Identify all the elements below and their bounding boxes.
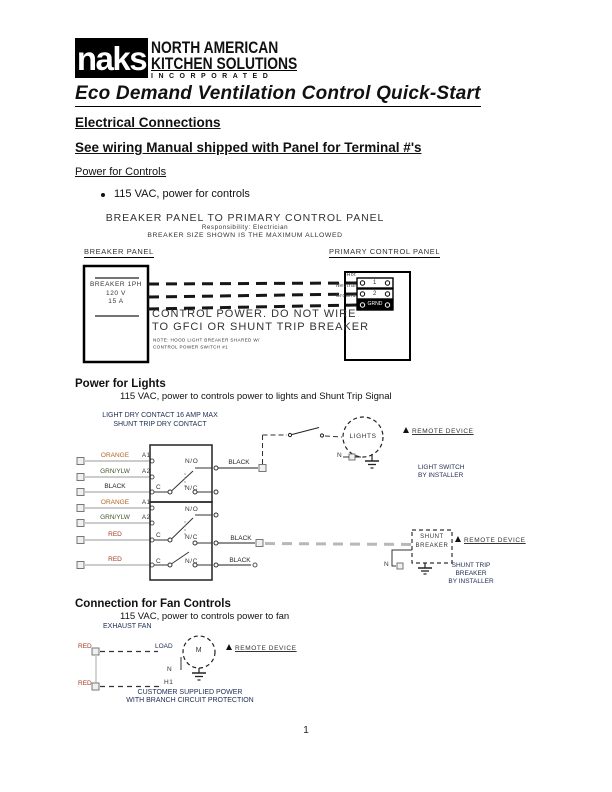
shunt-neutral-label: N [384,561,390,568]
wire2-label: GRN/YLW [100,468,130,475]
shunt-trip-dry-contact-label: SHUNT TRIP DRY CONTACT [113,421,207,428]
primary-panel-label: PRIMARY CONTROL PANEL [329,248,440,258]
breaker-spec-line2: 120 V [106,290,126,297]
company-name-line1: NORTH AMERICAN [151,39,279,57]
heading-power-for-lights: Power for Lights [75,378,166,390]
company-name-line3: INCORPORATED [151,70,297,80]
wire1-label: ORANGE [100,452,130,459]
bullet-icon [101,193,105,197]
shunt-breaker-line2: BREAKER [415,543,449,549]
wire5-label: GRN/YLW [100,514,130,521]
power-lights-subtext: 115 VAC, power to controls power to lights and Shunt Trip Signal [120,391,392,402]
diagram1-responsibility: Responsibility: Electrician [201,224,289,231]
wire-label-ground: Ground [335,293,356,299]
relay2-nc2-label: N/C [185,558,198,565]
relay2-a1-label: A1 [142,500,151,506]
remote-device-label-shunt: REMOTE DEVICE [455,536,526,544]
remote-device-icon [403,427,409,433]
diagram1-title: BREAKER PANEL TO PRIMARY CONTROL PANEL [105,212,385,224]
relay1-a2-label: A2 [142,469,151,475]
breaker-spec-line1: BREAKER 1PH [89,281,143,288]
page-title: Eco Demand Ventilation Control Quick-Start [75,83,481,107]
light-dry-contact-label: LIGHT DRY CONTACT 16 AMP MAX [102,412,218,419]
relay1-c-label: C [156,484,162,491]
fan-controls-subtext: 115 VAC, power to controls power to fan [120,611,290,622]
shunt-trip-note-line2: BREAKER [455,570,487,577]
relay2-nc1-label: N/C [185,534,198,541]
wire7-label: RED [108,556,122,563]
breaker-panel-label: BREAKER PANEL [84,248,154,258]
remote-device-icon [226,644,232,650]
terminal-grnd-label: GRND [367,301,383,307]
remote-device-label-fan: REMOTE DEVICE [226,644,297,652]
fan-power-note-line2: WITH BRANCH CIRCUIT PROTECTION [126,697,254,704]
breaker-note-line2: CONTROL POWER SWITCH #1 [153,345,229,350]
relay1-no-label: N/O [185,458,199,465]
heading-fan-controls: Connection for Fan Controls [75,598,231,610]
input-wires [84,461,150,565]
heading-electrical-connections: Electrical Connections [75,115,221,130]
fan-power-note-line1: CUSTOMER SUPPLIED POWER [137,689,243,696]
remote-device-label-lights: REMOTE DEVICE [403,427,474,435]
wire4-label: ORANGE [100,499,130,506]
wire-label-neutral: Neutral [335,283,356,289]
bullet-power-for-controls: 115 VAC, power for controls [114,188,250,200]
fan-neutral-label: N [167,666,173,673]
black-out3-label: BLACK [229,557,251,564]
lights-label: LIGHTS [349,433,377,440]
fan-motor-label: M [195,647,203,654]
terminal-1-label: 1 [373,279,377,286]
lights-neutral-label: N [337,452,343,459]
relay2-no-label: N/O [185,506,199,513]
fan-h1-label: H1 [164,679,174,686]
remote-device-icon [455,536,461,542]
black-out1-label: BLACK [228,459,250,466]
heading-power-for-controls: Power for Controls [75,166,167,178]
input-terminals [77,458,84,569]
fan-circuit [92,636,215,690]
logo-text: naks [76,39,147,77]
relay2-c1-label: C [156,532,162,539]
wire3-label: BLACK [104,483,126,490]
shunt-breaker-line1: SHUNT [420,534,444,540]
fan-load-label: LOAD [155,643,173,650]
fan-red-top-label: RED [78,643,92,650]
light-switch-note-line1: LIGHT SWITCH [418,464,465,471]
relay1-a1-label: A1 [142,453,151,459]
company-name-line2: KITCHEN SOLUTIONS [151,55,298,73]
wire6-label: RED [108,531,122,538]
control-power-warning-line1: CONTROL POWER. DO NOT WIRE [152,308,357,320]
terminal-2-label: 2 [373,290,377,297]
wire-label-hot: Hot [346,272,356,278]
control-power-wires [148,283,357,309]
naks-logo [75,38,148,78]
shunt-trip-note-line1: SHUNT TRIP [451,562,491,569]
fan-red-bottom-label: RED [78,680,92,687]
relay1-nc-label: N/C [185,485,198,492]
relay2-c2-label: C [156,558,162,565]
black-out2-label: BLACK [230,535,252,542]
shunt-trip-note-line3: BY INSTALLER [448,578,494,585]
breaker-note-line1: NOTE: HOOD LIGHT BREAKER SHARED W/ [153,338,260,343]
control-power-warning-line2: TO GFCI OR SHUNT TRIP BREAKER [152,321,370,333]
exhaust-fan-label: EXHAUST FAN [103,623,152,630]
diagram1-size-note: BREAKER SIZE SHOWN IS THE MAXIMUM ALLOWED [147,232,343,239]
relay2-a2-label: A2 [142,515,151,521]
breaker-spec-line3: 15 A [108,298,124,305]
heading-wiring-manual: See wiring Manual shipped with Panel for Terminal #'s [75,140,422,155]
page-number: 1 [303,725,309,736]
light-switch-note-line2: BY INSTALLER [418,472,464,479]
